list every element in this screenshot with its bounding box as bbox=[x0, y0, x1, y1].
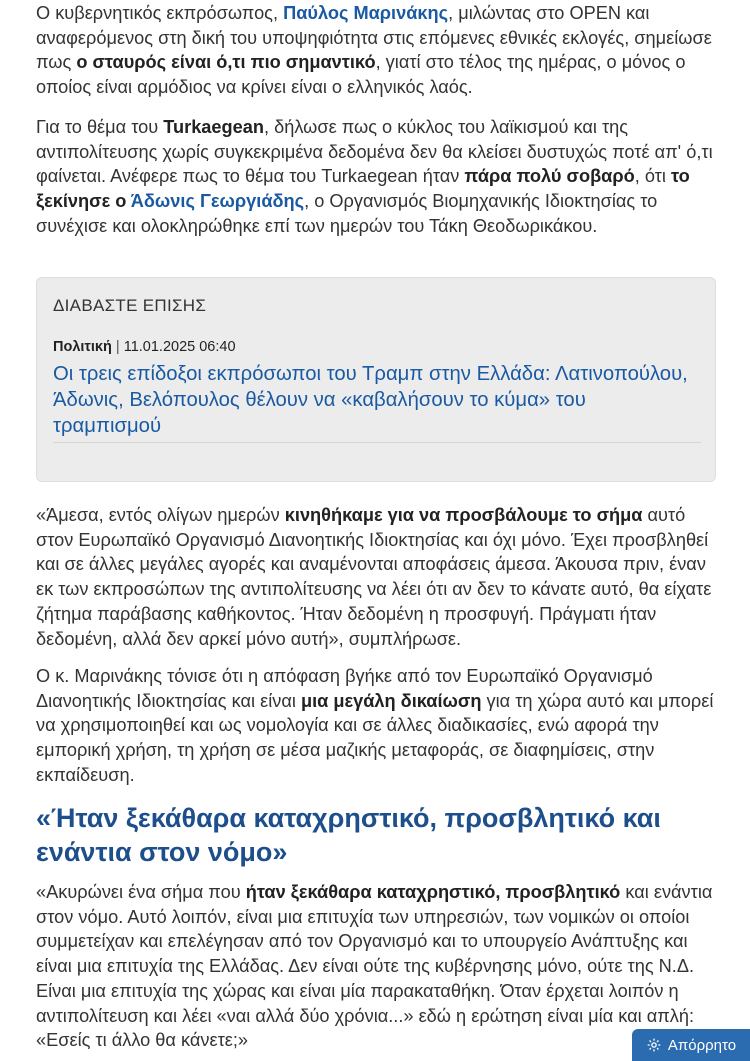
read-also-headline-link[interactable]: Οι τρεις επίδοξοι εκπρόσωποι του Τραμπ στην Ελλάδα: Λατινοπούλου, Άδωνις, Βελόπουλος θέλουν να «καβαλήσουν το κύμα» του τραμπισμού bbox=[53, 363, 688, 437]
text: «Ακυρώνει ένα σήμα που bbox=[36, 882, 246, 902]
article-meta bbox=[53, 339, 236, 355]
paragraph-3 bbox=[36, 503, 716, 651]
bold-text: Turkaegean bbox=[163, 117, 264, 137]
text: «Άμεσα, εντός ολίγων ημερών bbox=[36, 505, 285, 525]
text: , μιλώντας στο OPEN και αναφερόμενος στη δική του υποψηφιότητα στις επόμενες εθνικές εκλογές, σημείωσε πως bbox=[36, 3, 712, 73]
article-date: 11.01.2025 06:40 bbox=[123, 339, 236, 355]
bold-text: το ξεκίνησε ο bbox=[36, 166, 690, 212]
text: , ότι bbox=[634, 166, 671, 187]
paragraph-1 bbox=[36, 1, 716, 100]
text: για τη χώρα αυτό και μπορεί να χρησιμοποιηθεί και ως νομολογία και σε άλλες διαδικασίες, ενώ αφορά την εμπορική χρήση, τη χρήση σε μέσα μαζικής μεταφοράς, σε διαφημίσεις, στην εκπαίδευση. bbox=[36, 690, 714, 785]
text: , δήλωσε πως ο κύκλος του λαϊκισμού και της αντιπολίτευσης χωρίς συγκεκριμένα δεδομένα δεν θα κλείσει δυστυχώς ποτέ απ' ό,τι φαίνεται. Ανέφερε πως το θέμα του Turkaegean ήταν bbox=[36, 117, 713, 187]
privacy-settings-button[interactable] bbox=[632, 1029, 750, 1061]
paragraph-5 bbox=[36, 880, 716, 1053]
paragraph-2 bbox=[36, 115, 716, 239]
bold-text: ήταν ξεκάθαρα καταχρηστικό, προσβλητικό bbox=[245, 882, 621, 902]
read-also-title: ΔΙΑΒΑΣΤΕ ΕΠΙΣΗΣ bbox=[53, 296, 207, 315]
text: Ο κ. Μαρινάκης τόνισε ότι η απόφαση βγήκε από τον Ευρωπαϊκό Οργανισμό Διανοητικής Ιδιοκτησίας και είναι bbox=[36, 666, 653, 711]
text: Ο κυβερνητικός εκπρόσωπος, bbox=[36, 3, 284, 23]
article-category[interactable]: Πολιτική bbox=[53, 339, 112, 355]
read-also-article[interactable] bbox=[53, 330, 701, 443]
link-adonis-georgiadis[interactable]: Άδωνις Γεωργιάδης bbox=[130, 191, 305, 212]
paragraph-4 bbox=[36, 664, 716, 788]
text: και ενάντια στον νόμο. Αυτό λοιπόν, είναι μια επιτυχία των υπηρεσιών, των νομικών οι οποίοι συμμετείχαν και επελέγησαν από τον Οργανισμό και το υπουργείο Ανάπτυξης και είναι μια επιτυχία της Ελλάδας. Δεν είναι ούτε της κυβέρνησης μόνο, ούτε της Ν.Δ. Είναι μια επιτυχία της χώρας και είναι μία παρακαταθήκη. Όταν έρχεται λοιπόν η αντιπολίτευση και λέει «ναι αλλά δύο χρόνια...» εδώ η ερώτηση είναι μία και απλή: «Εσείς τι άλλο θα κάνετε;» bbox=[36, 882, 713, 1051]
bold-text: κινηθήκαμε για να προσβάλουμε το σήμα bbox=[284, 505, 643, 525]
privacy-label: Απόρρητο bbox=[667, 1036, 737, 1054]
text: , γιατί στο τέλος της ημέρας, ο μόνος ο οποίος είναι αρμόδιος να κρίνει είναι ο ελληνικός λαός. bbox=[36, 52, 686, 98]
meta-separator: | bbox=[111, 339, 124, 355]
subheading: «Ήταν ξεκάθαρα καταχρηστικό, προσβλητικό και ενάντια στον νόμο» bbox=[36, 803, 661, 867]
text: Για το θέμα του bbox=[36, 117, 164, 137]
text: , ο Οργανισμός Βιομηχανικής Ιδιοκτησίας το συνέχισε και ολοκληρώθηκε επί των ημερών του Τάκη Θεοδωρικάκου. bbox=[36, 191, 658, 236]
text: αυτό στον Ευρωπαϊκό Οργανισμό Διανοητικής Ιδιοκτησίας και όχι μόνο. Έχει προσβληθεί και σε άλλες μεγάλες αγορές και αναμένονται αποφάσεις άμεσα. Άκουσα πριν, έναν εκ των εκπροσώπων της αντιπολίτευσης να λέει ότι αν δεν το κάνατε αυτό, θα είχατε ζήτημα παράβασης καθήκοντος. Ήταν δεδομένη η προσφυγή. Πράγματι ήταν δεδομένη, αλλά δεν αρκεί μόνο αυτή», συμπλήρωσε. bbox=[36, 505, 712, 649]
bold-text: μια μεγάλη δικαίωση bbox=[300, 690, 482, 711]
gear-icon bbox=[646, 1037, 662, 1053]
link-pavlos-marinakis[interactable]: Παύλος Μαρινάκης bbox=[283, 3, 449, 23]
bold-text: ο σταυρός είναι ό,τι πιο σημαντικό bbox=[76, 52, 376, 73]
read-also-box bbox=[36, 277, 716, 482]
bold-text: πάρα πολύ σοβαρό bbox=[464, 166, 635, 187]
